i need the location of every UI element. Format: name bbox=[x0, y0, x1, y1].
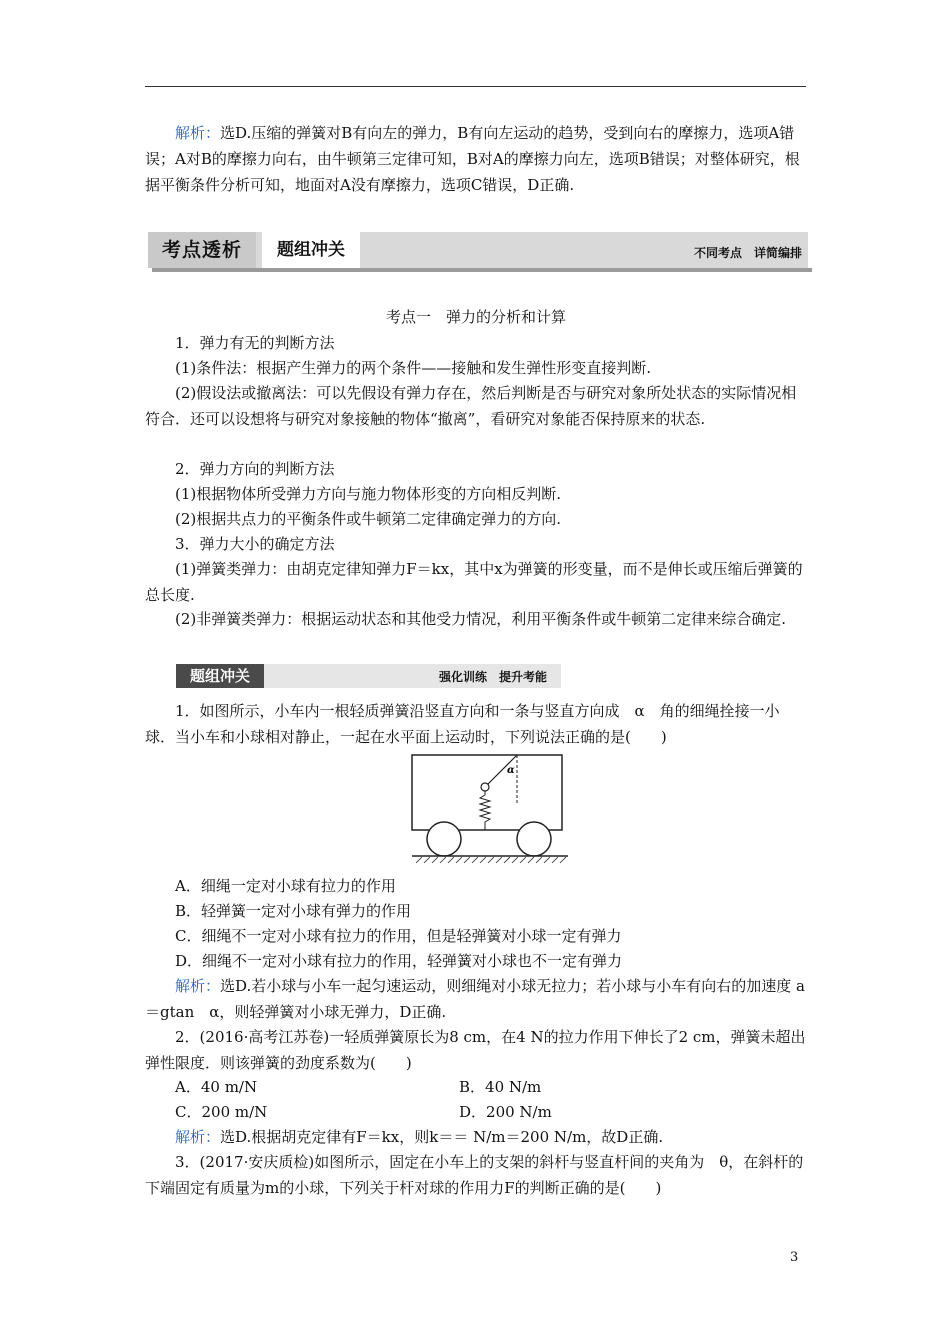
banner-right-note: 不同考点 详简编排 bbox=[693, 246, 802, 260]
banner-mid-title: 题组冲关 bbox=[262, 232, 360, 268]
angle-label: α bbox=[507, 765, 515, 776]
section-item: 3．弹力大小的确定方法 bbox=[175, 535, 335, 553]
section-item: 2．弹力方向的判断方法 bbox=[175, 460, 335, 478]
subbar-note: 强化训练 提升考能 bbox=[438, 670, 547, 684]
section-item: (2)假设法或撤离法：可以先假设有弹力存在，然后判断是否与研究对象所处状态的实际情况相符合．还可以设想将与研究对象接触的物体“撤离”，看研究对象能否保持原来的状态. bbox=[145, 384, 797, 428]
question-2-option: C．200 m/N bbox=[175, 1103, 268, 1121]
question-3-stem: 3．(2017·安庆质检)如图所示，固定在小车上的支架的斜杆与竖直杆间的夹角为 θ，在斜杆的下端固定有质量为m的小球，下列关于杆对球的作用力F的判断正确的是( ) bbox=[145, 1153, 804, 1197]
explanation-label: 解析： bbox=[175, 977, 221, 995]
cart-body bbox=[412, 755, 562, 830]
question-2-explanation bbox=[175, 1125, 837, 1149]
ground-hatching bbox=[416, 857, 566, 863]
exercise-subbar bbox=[176, 664, 561, 688]
header-rule bbox=[145, 86, 806, 87]
section-item: 1．弹力有无的判断方法 bbox=[175, 334, 335, 352]
explanation-label: 解析： bbox=[175, 1128, 221, 1146]
explanation-text: 选D.压缩的弹簧对B有向左的弹力，B有向左运动的趋势，受到向右的摩擦力，选项A错误；A对B的摩擦力向右，由牛顿第三定律可知，B对A的摩擦力向左，选项B错误；对整体研究，根据平衡条件分析可知，地面对A没有摩擦力，选项C错误，D正确. bbox=[145, 124, 800, 194]
right-wheel bbox=[517, 822, 551, 856]
question-1-option: C．细绳不一定对小球有拉力的作用，但是轻弹簧对小球一定有弹力 bbox=[175, 927, 622, 945]
section-item: (1)弹簧类弹力：由胡克定律知弹力F＝kx，其中x为弹簧的形变量，而不是伸长或压缩后弹簧的总长度. bbox=[145, 560, 803, 604]
question-2-stem: 2．(2016·高考江苏卷)一轻质弹簧原长为8 cm，在4 N的拉力作用下伸长了2 cm，弹簧未超出弹性限度．则该弹簧的劲度系数为( ) bbox=[145, 1028, 806, 1072]
spring bbox=[480, 791, 490, 830]
question-1-stem: 1．如图所示，小车内一根轻质弹簧沿竖直方向和一条与竖直方向成 α 角的细绳拴接一小球．当小车和小球相对静止，一起在水平面上运动时，下列说法正确的是( ) bbox=[145, 702, 780, 746]
ball bbox=[481, 783, 489, 791]
section-item: (1)条件法：根据产生弹力的两个条件——接触和发生弹性形变直接判断. bbox=[175, 359, 652, 377]
section-item: (2)根据共点力的平衡条件或牛顿第二定律确定弹力的方向. bbox=[175, 510, 562, 528]
subbar-tag: 题组冲关 bbox=[176, 664, 264, 688]
question-1-option: B．轻弹簧一定对小球有弹力的作用 bbox=[175, 902, 412, 920]
question-1-option: D．细绳不一定对小球有拉力的作用，轻弹簧对小球也不一定有弹力 bbox=[175, 952, 623, 970]
explanation-text: 选D.根据胡克定律有F＝kx，则k＝＝ N/m＝200 N/m，故D正确. bbox=[220, 1128, 664, 1146]
explanation-label: 解析： bbox=[175, 124, 221, 142]
question-2-option: B．40 N/m bbox=[459, 1078, 542, 1096]
section-banner bbox=[148, 232, 812, 272]
top-explanation bbox=[145, 120, 807, 198]
banner-shadow bbox=[152, 268, 812, 272]
page-number: 3 bbox=[790, 1250, 799, 1265]
question-2-option: A．40 m/N bbox=[175, 1078, 258, 1096]
cart-spring-figure bbox=[410, 753, 570, 865]
explanation-text: 选D.若小球与小车一起匀速运动，则细绳对小球无拉力；若小球与小车有向右的加速度 a＝gtan α，则轻弹簧对小球无弹力，D正确. bbox=[145, 977, 805, 1021]
left-wheel bbox=[427, 822, 461, 856]
section-title: 考点一 弹力的分析和计算 bbox=[385, 308, 566, 326]
question-1-explanation bbox=[145, 973, 807, 1025]
section-item: (1)根据物体所受弹力方向与施力物体形变的方向相反判断. bbox=[175, 485, 562, 503]
section-item: (2)非弹簧类弹力：根据运动状态和其他受力情况，利用平衡条件或牛顿第二定律来综合确定. bbox=[175, 610, 787, 628]
question-2-option: D．200 N/m bbox=[459, 1103, 552, 1121]
question-1-option: A．细绳一定对小球有拉力的作用 bbox=[175, 877, 396, 895]
banner-left-title: 考点透析 bbox=[148, 232, 256, 268]
